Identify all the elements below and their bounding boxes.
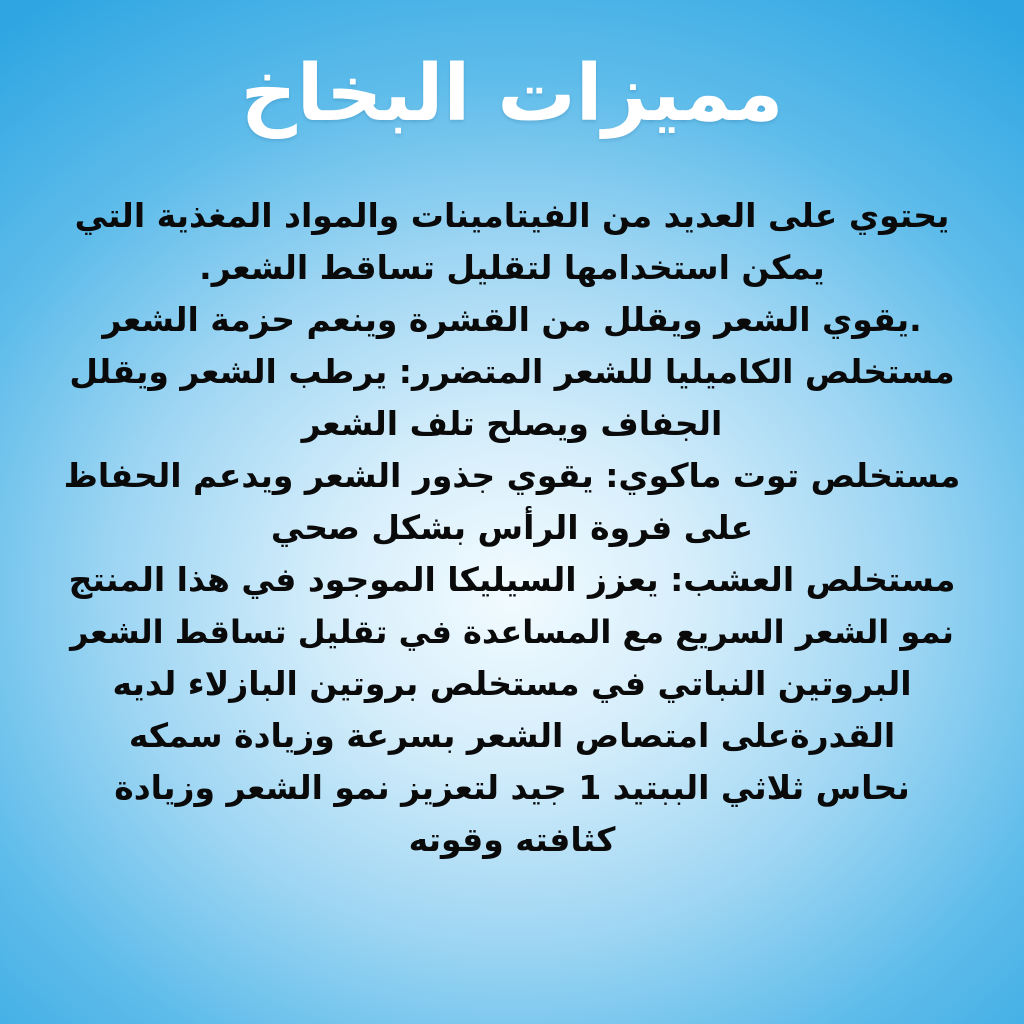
text-line: كثافته وقوته xyxy=(408,820,616,859)
text-line: على فروة الرأس بشكل صحي xyxy=(270,508,754,547)
page-title: مميزات البخاخ xyxy=(240,49,784,139)
text-line: نمو الشعر السريع مع المساعدة في تقليل تساقط الشعر xyxy=(70,613,954,651)
features-text xyxy=(60,190,964,866)
text-line: مستخلص العشب: يعزز السيليكا الموجود في هذا المنتج xyxy=(68,560,956,599)
text-line: يحتوي على العديد من الفيتامينات والمواد المغذية التي xyxy=(74,196,950,235)
text-line: الجفاف ويصلح تلف الشعر xyxy=(301,404,723,443)
text-line: يمكن استخدامها لتقليل تساقط الشعر. xyxy=(199,248,825,287)
text-line: مستخلص الكاميليا للشعر المتضرر: يرطب الشعر ويقلل xyxy=(69,352,955,391)
text-line: نحاس ثلاثي الببتيد 1 جيد لتعزيز نمو الشعر وزيادة xyxy=(114,768,910,807)
text-line: البروتين النباتي في مستخلص بروتين البازلاء لديه xyxy=(112,664,912,703)
text-line: .يقوي الشعر ويقلل من القشرة وينعم حزمة الشعر xyxy=(102,300,922,339)
text-line: مستخلص توت ماكوي: يقوي جذور الشعر ويدعم الحفاظ xyxy=(63,456,961,495)
text-line: القدرةعلى امتصاص الشعر بسرعة وزيادة سمكه xyxy=(128,716,896,755)
